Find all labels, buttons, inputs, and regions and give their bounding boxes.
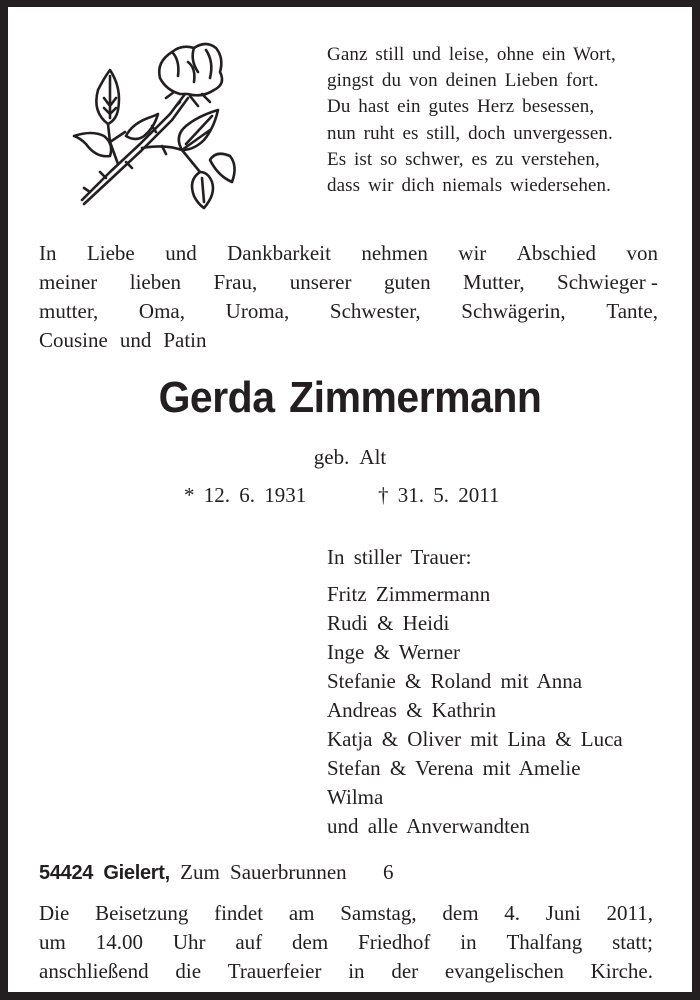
- street: Zum Sauerbrunnen: [180, 860, 347, 884]
- funeral-line: [39, 899, 653, 928]
- postal-city: 54424 Gielert,: [39, 862, 170, 884]
- word: Patin: [163, 328, 207, 352]
- intro-text: [39, 239, 658, 355]
- word: am: [288, 901, 315, 925]
- word: In: [39, 241, 57, 265]
- word: Schwägerin,: [461, 299, 566, 323]
- mourners-list: [327, 543, 623, 841]
- word: 4.: [504, 901, 521, 925]
- word: Liebe: [86, 241, 135, 265]
- word: Cousine: [39, 328, 108, 352]
- death-date: † 31. 5. 2011: [378, 483, 500, 507]
- rose-icon: [70, 32, 240, 212]
- word: Friedhof: [358, 930, 431, 954]
- funeral-info: [39, 899, 653, 986]
- word: findet: [214, 901, 264, 925]
- word: evangelischen: [444, 959, 564, 983]
- word: Tante,: [606, 299, 658, 323]
- house-number: 6: [382, 860, 394, 884]
- mourners-heading: In stiller Trauer:: [327, 545, 472, 569]
- word: unserer: [289, 270, 352, 294]
- word: die: [175, 959, 202, 983]
- mourner: Fritz Zimmermann: [327, 582, 491, 606]
- word: dem: [442, 901, 479, 925]
- word: auf: [235, 930, 263, 954]
- obituary-notice: [8, 7, 692, 992]
- word: Juni: [545, 901, 581, 925]
- word: in: [460, 930, 477, 954]
- intro-line: [39, 239, 658, 268]
- word: 2011,: [606, 901, 653, 925]
- word: Beisetzung: [95, 901, 189, 925]
- word: nehmen: [361, 241, 428, 265]
- funeral-line: [39, 928, 653, 957]
- maiden-name: geb. Alt: [313, 445, 387, 469]
- word: mutter,: [39, 299, 99, 323]
- funeral-line: [39, 957, 653, 986]
- mourner: Rudi & Heidi: [327, 611, 450, 635]
- word: dem: [292, 930, 329, 954]
- mourner: Andreas & Kathrin: [327, 698, 496, 722]
- word: Thalfang: [506, 930, 583, 954]
- word: Mutter,: [463, 270, 525, 294]
- word: und: [119, 328, 152, 352]
- word: Oma,: [138, 299, 185, 323]
- word: Uroma,: [225, 299, 290, 323]
- word: Samstag,: [340, 901, 417, 925]
- birth-date: * 12. 6. 1931: [184, 483, 307, 507]
- word: Dankbarkeit: [227, 241, 331, 265]
- poem-line: dass wir dich niemals wiedersehen.: [327, 175, 611, 197]
- word: Schwester,: [329, 299, 421, 323]
- mourner: und alle Anverwandten: [327, 814, 530, 838]
- address: [39, 860, 393, 885]
- word: Die: [39, 901, 70, 925]
- word: wir: [458, 241, 487, 265]
- word: in: [348, 959, 365, 983]
- word: und: [165, 241, 197, 265]
- word: Schwieger -: [557, 270, 658, 294]
- word: der: [391, 959, 419, 983]
- intro-line: [39, 268, 658, 297]
- word: Frau,: [213, 270, 258, 294]
- mourner: Stefanie & Roland mit Anna: [327, 669, 583, 693]
- word: 14.00: [95, 930, 143, 954]
- word: von: [626, 241, 658, 265]
- life-dates: [184, 483, 500, 508]
- memorial-poem: [327, 42, 667, 199]
- word: guten: [383, 270, 431, 294]
- mourner: Katja & Oliver mit Lina & Luca: [327, 727, 623, 751]
- mourner: Inge & Werner: [327, 640, 461, 664]
- poem-line: Ganz still und leise, ohne ein Wort,: [327, 44, 616, 65]
- poem-line: Es ist so schwer, es zu verstehen,: [327, 148, 600, 170]
- word: lieben: [129, 270, 182, 294]
- mourner: Wilma: [327, 785, 384, 809]
- word: Trauerfeier: [227, 959, 322, 983]
- word: Kirche.: [590, 959, 653, 983]
- poem-line: Du hast ein gutes Herz besessen,: [327, 96, 595, 118]
- word: um: [39, 930, 66, 954]
- poem-line: nun ruht es still, doch unvergessen.: [327, 122, 613, 144]
- poem-line: gingst du von deinen Lieben fort.: [327, 70, 599, 92]
- word: Uhr: [172, 930, 206, 954]
- word: statt;: [612, 930, 653, 954]
- intro-line: [39, 326, 658, 355]
- deceased-name: Gerda Zimmermann: [158, 373, 542, 422]
- mourner: Stefan & Verena mit Amelie: [327, 756, 581, 780]
- word: Abschied: [516, 241, 597, 265]
- word: meiner: [39, 270, 98, 294]
- intro-line: [39, 297, 658, 326]
- word: anschließend: [39, 959, 149, 983]
